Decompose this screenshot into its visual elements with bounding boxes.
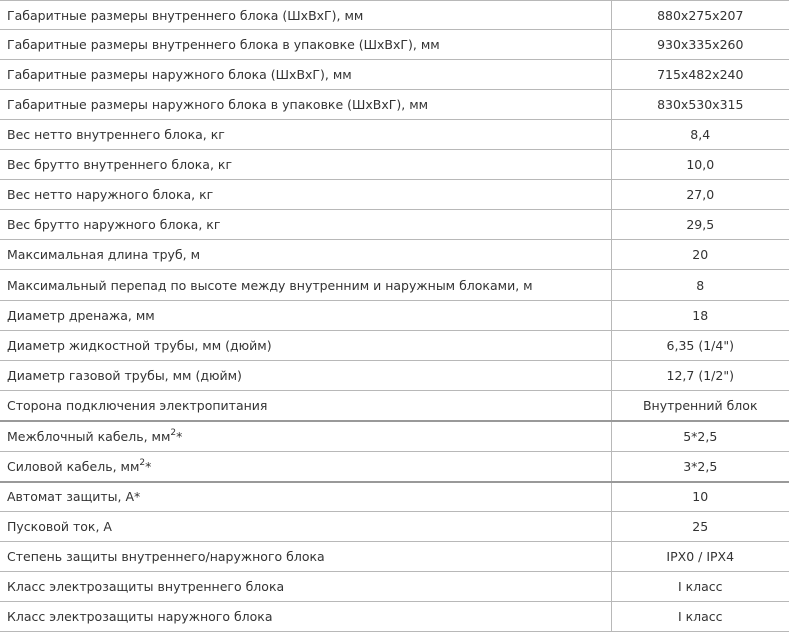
spec-label-cell — [0, 421, 611, 452]
table-row — [0, 512, 789, 542]
spec-label: Габаритные размеры внутреннего блока в упаковке (ШхВхГ), мм — [7, 37, 440, 52]
spec-label-superscript: 2 — [170, 427, 177, 438]
spec-label: Вес брутто внутреннего блока, кг — [7, 157, 233, 172]
spec-value: 8,4 — [690, 127, 711, 142]
spec-label: Вес нетто наружного блока, кг — [7, 187, 214, 202]
spec-label: Класс электрозащиты внутреннего блока — [7, 579, 285, 594]
spec-value-cell — [611, 301, 789, 331]
spec-label-cell — [0, 391, 611, 421]
spec-label-cell — [0, 361, 611, 391]
table-row — [0, 240, 789, 270]
spec-label: Габаритные размеры наружного блока в упаковке (ШхВхГ), мм — [7, 97, 429, 112]
table-row — [0, 301, 789, 331]
spec-value-cell — [611, 482, 789, 512]
specifications-table-body — [0, 1, 789, 632]
spec-value: 5*2,5 — [683, 428, 718, 444]
table-row — [0, 270, 789, 301]
spec-value: I класс — [677, 579, 723, 594]
spec-label-cell — [0, 30, 611, 60]
spec-label-cell — [0, 240, 611, 270]
spec-label: Габаритные размеры внутреннего блока (ШхВхГ), мм — [7, 7, 364, 23]
spec-label-cell — [0, 512, 611, 542]
spec-label-cell — [0, 150, 611, 180]
spec-label: Диаметр жидкостной трубы, мм (дюйм) — [7, 338, 272, 353]
spec-label-cell — [0, 301, 611, 331]
spec-label-cell — [0, 602, 611, 632]
spec-value: 880x275x207 — [657, 7, 744, 23]
spec-value: Внутренний блок — [642, 397, 758, 413]
spec-label: Габаритные размеры наружного блока (ШхВхГ), мм — [7, 67, 352, 82]
spec-label-cell — [0, 482, 611, 512]
spec-label-cell — [0, 542, 611, 572]
table-row — [0, 1, 789, 30]
table-row — [0, 602, 789, 632]
spec-value-cell — [611, 150, 789, 180]
spec-label: Сторона подключения электропитания — [7, 397, 268, 413]
spec-value-cell — [611, 361, 789, 391]
spec-value-cell — [611, 90, 789, 120]
spec-value: 12,7 (1/2") — [666, 368, 734, 383]
spec-value-cell — [611, 452, 789, 482]
table-row — [0, 572, 789, 602]
spec-value-cell — [611, 391, 789, 421]
table-row — [0, 391, 789, 421]
spec-value: 10 — [692, 489, 709, 505]
spec-label: Максимальная длина труб, м — [7, 247, 201, 262]
spec-label-cell — [0, 90, 611, 120]
spec-label-cell — [0, 270, 611, 301]
spec-label: Пусковой ток, А — [7, 519, 112, 534]
spec-label: Силовой кабель, мм — [7, 458, 140, 474]
spec-label-cell — [0, 120, 611, 150]
spec-label-cell — [0, 210, 611, 240]
spec-value-cell — [611, 512, 789, 542]
spec-label: Класс электрозащиты наружного блока — [7, 609, 273, 624]
spec-label-superscript: 2 — [139, 457, 146, 468]
spec-label-cell — [0, 452, 611, 482]
table-row — [0, 90, 789, 120]
spec-value: 27,0 — [686, 187, 715, 202]
spec-label-cell — [0, 331, 611, 361]
spec-value: 10,0 — [686, 157, 715, 172]
spec-label: Вес нетто внутреннего блока, кг — [7, 127, 225, 142]
table-row — [0, 482, 789, 512]
spec-label-footnote-mark: * — [176, 428, 183, 444]
spec-value-cell — [611, 60, 789, 90]
table-row — [0, 421, 789, 452]
table-row — [0, 150, 789, 180]
table-row — [0, 180, 789, 210]
spec-label: Степень защиты внутреннего/наружного блока — [7, 549, 325, 564]
spec-value: 930x335x260 — [657, 37, 744, 52]
spec-value: 8 — [696, 277, 705, 293]
spec-label-footnote-mark: * — [145, 458, 152, 474]
spec-label-cell — [0, 572, 611, 602]
table-row — [0, 210, 789, 240]
spec-label: Автомат защиты, А* — [7, 489, 141, 505]
spec-value: 715x482x240 — [657, 67, 744, 82]
spec-value: 29,5 — [686, 217, 715, 232]
spec-value-cell — [611, 542, 789, 572]
spec-value-cell — [611, 421, 789, 452]
spec-value: 830x530x315 — [657, 97, 744, 112]
spec-value-cell — [611, 120, 789, 150]
spec-label-cell — [0, 60, 611, 90]
table-row — [0, 452, 789, 482]
table-row — [0, 60, 789, 90]
spec-value-cell — [611, 240, 789, 270]
table-row — [0, 361, 789, 391]
spec-value: 20 — [692, 247, 709, 262]
spec-label: Диаметр газовой трубы, мм (дюйм) — [7, 368, 242, 383]
spec-value-cell — [611, 1, 789, 30]
spec-value-cell — [611, 270, 789, 301]
spec-value: I класс — [677, 609, 723, 624]
spec-value-cell — [611, 331, 789, 361]
spec-value: 3*2,5 — [683, 458, 718, 474]
spec-value-cell — [611, 572, 789, 602]
spec-value-cell — [611, 180, 789, 210]
table-row — [0, 120, 789, 150]
spec-value: 25 — [692, 519, 709, 534]
spec-label-cell — [0, 1, 611, 30]
spec-value: 18 — [692, 308, 709, 323]
spec-value: IPX0 / IPX4 — [666, 549, 735, 564]
spec-label: Вес брутто наружного блока, кг — [7, 217, 221, 232]
table-row — [0, 542, 789, 572]
spec-label: Межблочный кабель, мм — [7, 428, 171, 444]
spec-value-cell — [611, 210, 789, 240]
table-row — [0, 30, 789, 60]
spec-value-cell — [611, 602, 789, 632]
table-row — [0, 331, 789, 361]
spec-label: Максимальный перепад по высоте между внутренним и наружным блоками, м — [7, 277, 533, 293]
spec-label: Диаметр дренажа, мм — [7, 308, 155, 323]
spec-label-cell — [0, 180, 611, 210]
spec-value-cell — [611, 30, 789, 60]
spec-value: 6,35 (1/4") — [666, 338, 734, 353]
